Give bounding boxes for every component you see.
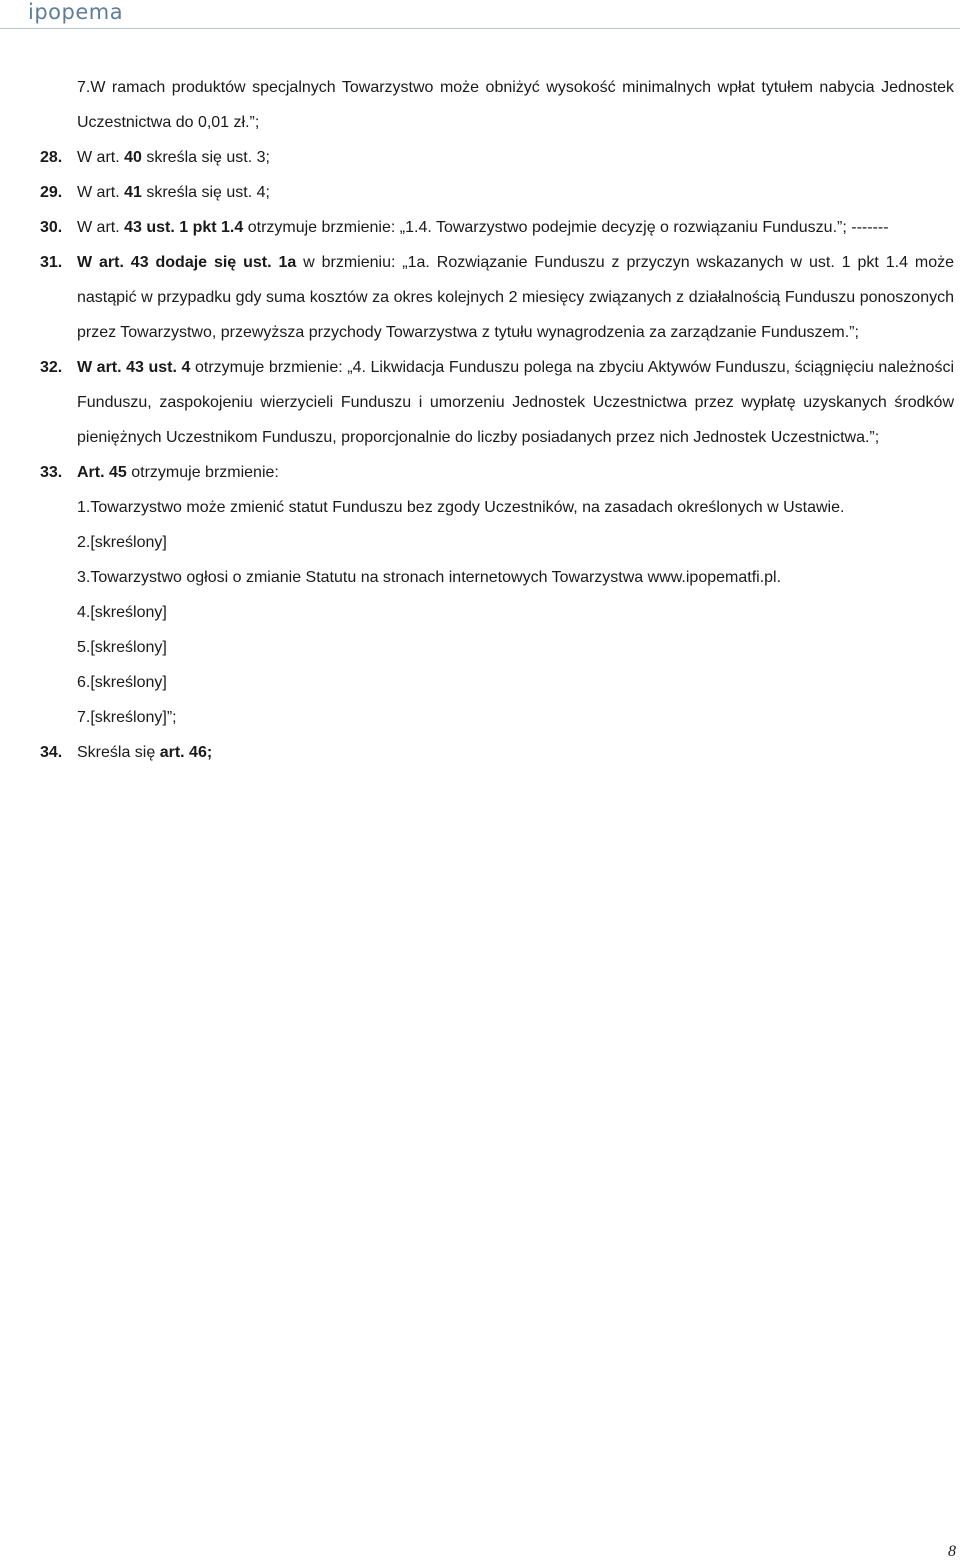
item-31 [40,245,954,350]
item-34 [40,735,954,770]
list-item: 7.[skreślony]”; [77,709,177,726]
item-text: Art. 45 otrzymuje brzmienie: [77,464,279,481]
item-29 [40,175,954,210]
item-number: 32. [40,359,63,376]
item-text: Skreśla się art. 46; [77,744,213,761]
item-number: 33. [40,464,63,481]
ipopema-logo: ipopema [28,0,124,24]
paragraph-7: 7.W ramach produktów specjalnych Towarzystwo może obniżyć wysokość minimalnych wpłat tytułem nabycia Jednostek Uczestnictwa do 0,01 zł.”; [77,79,954,131]
item-text: W art. 43 dodaje się ust. 1a w brzmieniu: „1a. Rozwiązanie Funduszu z przyczyn wskazanych w ust. 1 pkt 1.4 może nastąpić w przypadku gdy suma kosztów za okres kolejnych 2 miesięcy związanych z działalnością Funduszu ponoszonych przez Towarzystwo, przewyższa przychody Towarzystwa z tytułu wynagrodzenia za zarządzanie Funduszem.”; [77,254,954,341]
list-item: 5.[skreślony] [77,639,167,656]
item-number: 34. [40,744,63,761]
list-item: 6.[skreślony] [77,674,167,691]
list-item: 1.Towarzystwo może zmienić statut Funduszu bez zgody Uczestników, na zasadach określonych w Ustawie. [77,499,845,516]
item-text: W art. 43 ust. 4 otrzymuje brzmienie: „4. Likwidacja Funduszu polega na zbyciu Aktywów Funduszu, ściągnięciu należności Funduszu, zaspokojeniu wierzycieli Funduszu i umorzeniu Jednostek Uczestnictwa przez wypłatę uzyskanych środków pieniężnych Uczestnikom Funduszu, proporcjonalnie do liczby posiadanych przez nich Jednostek Uczestnictwa.”; [77,359,955,446]
item-number: 29. [40,184,63,201]
item-number: 31. [40,254,63,271]
item-30 [40,210,954,245]
item-text: W art. 41 skreśla się ust. 4; [77,184,270,201]
document-body [40,70,954,770]
item-number: 28. [40,149,63,166]
item-number: 30. [40,219,63,236]
item-text: W art. 43 ust. 1 pkt 1.4 otrzymuje brzmienie: „1.4. Towarzystwo podejmie decyzję o rozwiązaniu Funduszu.”; ------- [77,219,889,236]
item-28 [40,140,954,175]
list-item: 3.Towarzystwo ogłosi o zmianie Statutu na stronach internetowych Towarzystwa www.ipopematfi.pl. [77,569,782,586]
list-item: 4.[skreślony] [77,604,167,621]
header-rule [0,28,960,29]
page-number: 8 [948,1543,956,1560]
item-text: W art. 40 skreśla się ust. 3; [77,149,270,166]
item-33 [40,455,954,490]
art-45-list [40,490,954,735]
list-item: 2.[skreślony] [77,534,167,551]
item-32 [40,350,954,455]
